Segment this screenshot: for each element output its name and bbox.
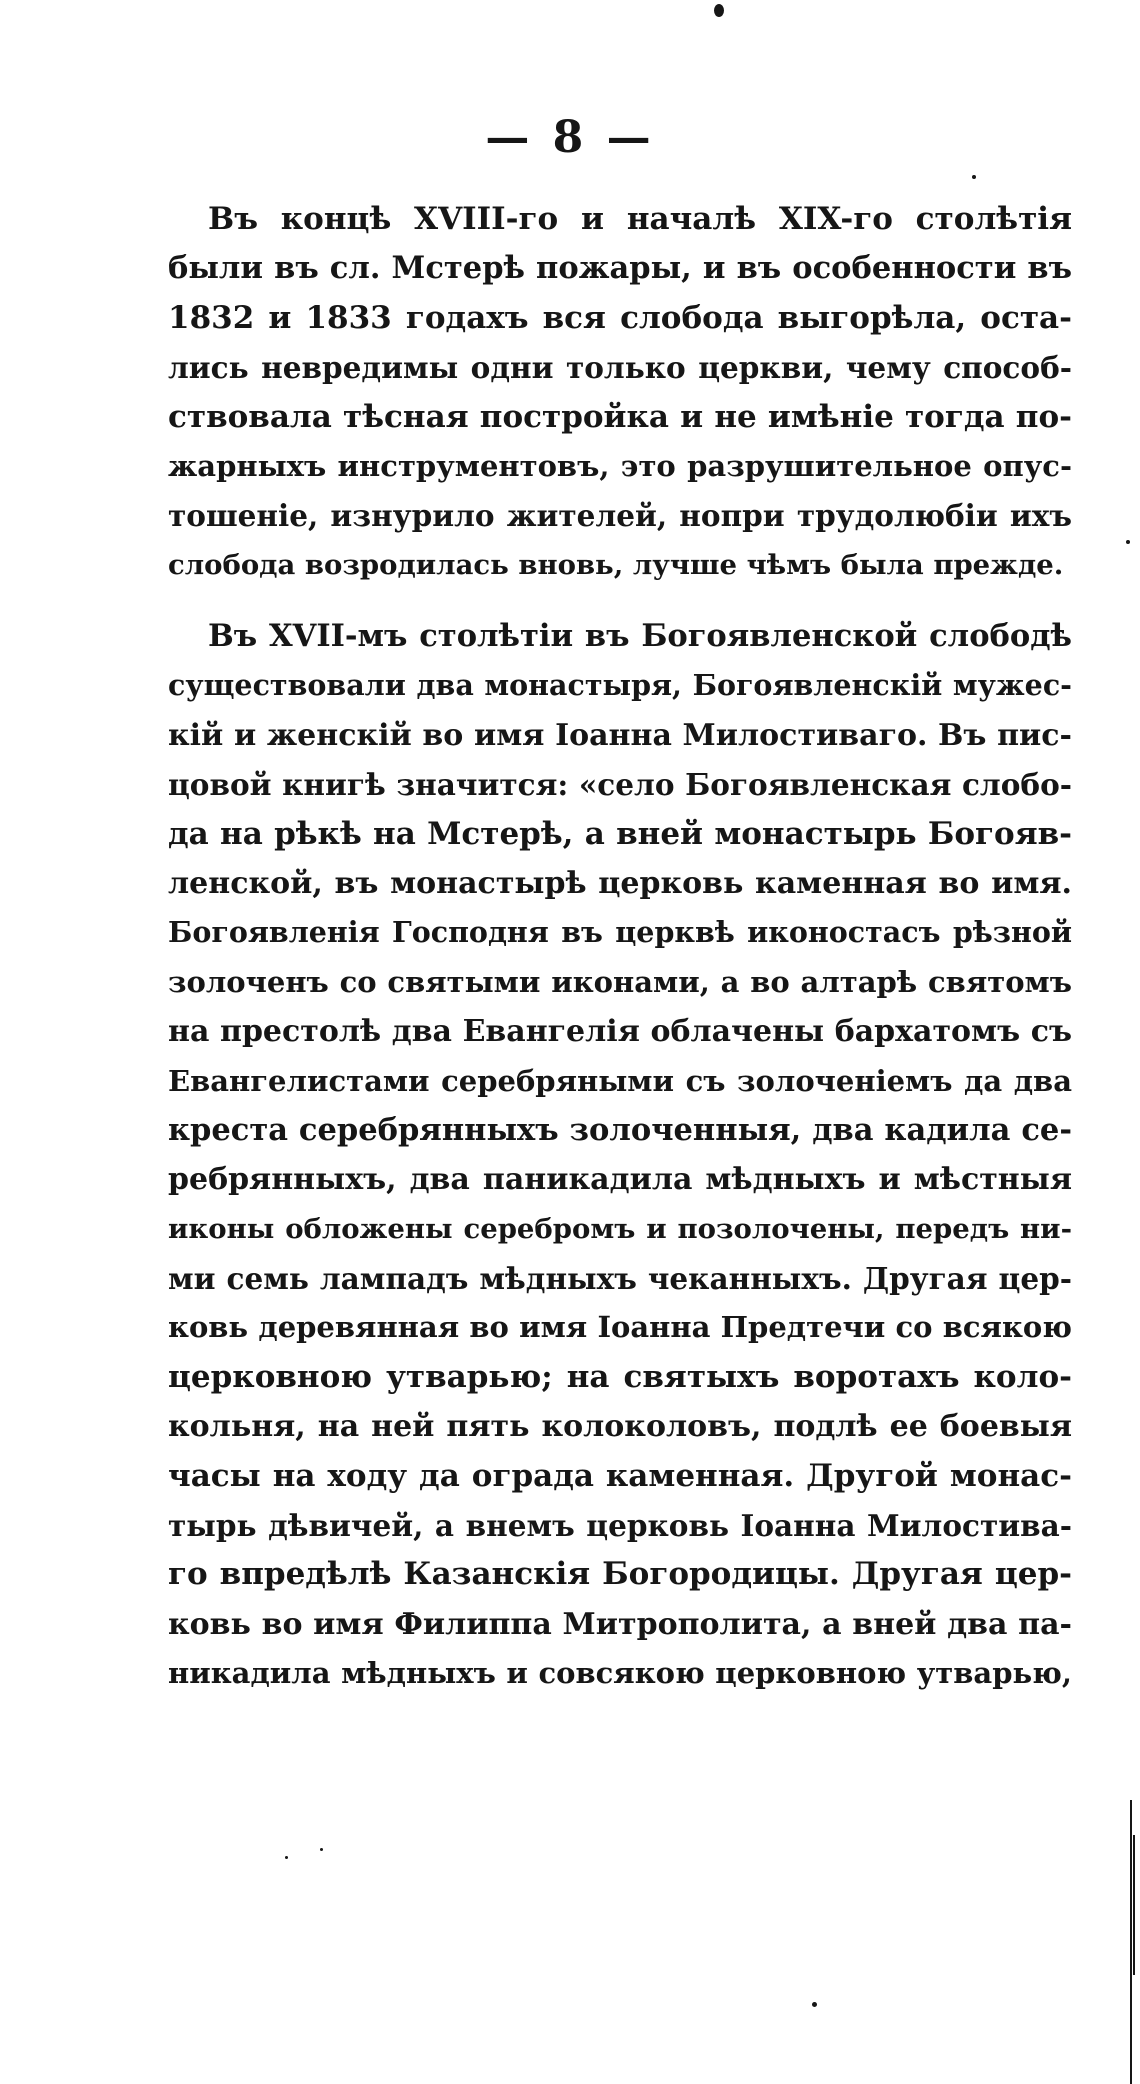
paragraph-fires: [168, 195, 1072, 590]
ink-speck: [812, 2002, 817, 2007]
text-line: золоченъ со святыми иконами, а во алтарѣ святомъ: [168, 964, 1072, 999]
paragraph-monasteries: [168, 612, 1072, 1699]
text-line: на престолѣ два Евангелія облачены бархатомъ съ: [168, 1014, 1072, 1050]
text-line: никадила мѣдныхъ и совсякою церковною утварью,: [168, 1656, 1072, 1691]
text-line: креста серебрянныхъ золоченныя, два кадила се-: [168, 1111, 1072, 1148]
text-line: ковь во имя Филиппа Митрополита, а вней два па-: [168, 1606, 1072, 1642]
text-line: были въ сл. Мстерѣ пожары, и въ особенности въ: [168, 250, 1072, 287]
text-line: ствовала тѣсная постройка и не имѣніе тогда по-: [168, 398, 1072, 435]
text-line: Въ концѣ XVIII-го и началѣ XIX-го столѣтія: [208, 201, 1072, 237]
margin-line: [1130, 1800, 1132, 2084]
text-line: лись невредимы одни только церкви, чему способ-: [168, 350, 1072, 386]
text-line: го впредѣлѣ Казанскія Богородицы. Другая цер-: [168, 1556, 1072, 1593]
text-line: слобода возродилась вновь, лучше чѣмъ была прежде.: [168, 548, 1064, 581]
text-line: тошеніе, изнурило жителей, нопри трудолюбіи ихъ: [168, 498, 1072, 534]
text-line: ковь деревянная во имя Іоанна Предтечи со всякою: [168, 1310, 1072, 1345]
text-line: Евангелистами серебряными съ золоченіемъ да два: [168, 1063, 1072, 1098]
text-line: иконы обложены серебромъ и позолочены, передъ ни-: [168, 1212, 1072, 1245]
text-line: да на рѣкѣ на Мстерѣ, а вней монастырь Богояв-: [168, 815, 1072, 852]
ink-speck: [320, 1848, 323, 1851]
page-number: — 8 —: [485, 112, 655, 163]
text-line: Богоявленія Господня въ церквѣ иконостасъ рѣзной: [168, 915, 1072, 950]
ink-speck: [285, 1856, 288, 1859]
text-line: существовали два монастыря, Богоявленскій мужес-: [168, 668, 1072, 703]
text-line: ленской, въ монастырѣ церковь каменная во имя.: [168, 865, 1072, 901]
text-line: ребрянныхъ, два паникадила мѣдныхъ и мѣстныя: [168, 1162, 1072, 1198]
text-line: кій и женскій во имя Іоанна Милостиваго. Въ пис-: [168, 717, 1072, 753]
text-line: ми семь лампадъ мѣдныхъ чеканныхъ. Другая цер-: [168, 1261, 1072, 1297]
margin-line: [1133, 1835, 1135, 1975]
text-line: жарныхъ инструментовъ, это разрушительное опус-: [168, 448, 1072, 483]
ink-speck: [972, 175, 976, 179]
text-line: тырь дѣвичей, а внемъ церковь Іоанна Милостива-: [168, 1508, 1072, 1544]
ink-speck: [714, 4, 724, 17]
text-line: Въ XVII-мъ столѣтіи въ Богоявленской слободѣ: [208, 618, 1072, 654]
text-line: 1832 и 1833 годахъ вся слобода выгорѣла, оста-: [168, 299, 1072, 336]
text-line: кольня, на ней пять колоколовъ, подлѣ ее боевыя: [168, 1409, 1072, 1445]
text-line: церковною утварью; на святыхъ воротахъ коло-: [168, 1358, 1072, 1395]
text-line: цовой книгѣ значится: «село Богоявленская слобо-: [168, 767, 1072, 803]
text-line: часы на ходу да ограда каменная. Другой монас-: [168, 1457, 1072, 1494]
ink-speck: [1126, 540, 1130, 544]
